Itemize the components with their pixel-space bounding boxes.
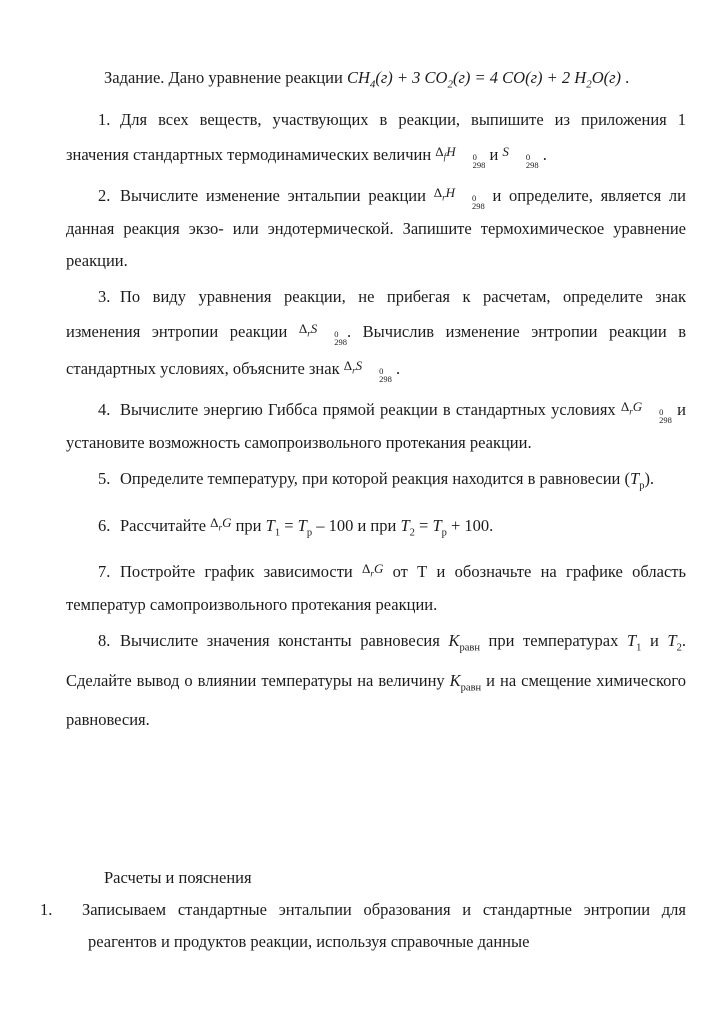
item-text: Рассчитайте $^{\Delta_rG}$ при $T_1 = T_р - 100$ и при $T_2 = T_р + 100$. — [120, 514, 494, 538]
item-text: Вычислите значения константы равновесия $K_{равн}$ при температурах $T_1$ и $T_2$. Сделайте вывод о влиянии температуры на величину $K_{равн}$ и на смещение химического равновесия. — [66, 631, 687, 730]
task-item-8 — [66, 625, 686, 736]
formula-delta-f-H0-298: ΔfH 0 298 — [435, 144, 486, 171]
item-number: 4. — [98, 399, 111, 419]
task-item-7 — [66, 553, 686, 622]
formula-delta-r-G: ΔrG — [362, 560, 384, 579]
item-number: 5. — [98, 469, 111, 489]
formula-delta-r-G0-298: ΔrG 0 298 — [620, 398, 672, 425]
task-item-3 — [66, 281, 686, 386]
task-item-4 — [66, 391, 686, 460]
task-title: Задание. Дано уравнение реакции $CH_4(г) + 3$ $CO_2(г) = 4$ CO(г) + 2 $H_2O(г)$ . — [104, 68, 630, 91]
formula-delta-r-S0-298: ΔrS 0 298 — [298, 321, 347, 348]
item-number: 2. — [98, 185, 111, 205]
item-number: 3. — [98, 287, 111, 307]
item-text: Вычислите энергию Гиббса прямой реакции в стандартных условиях $^{\Delta_rG 0 298}$ и установите возможность самопроизвольного протекания реакции. — [66, 398, 686, 453]
formula-delta-r-G: ΔrG — [210, 514, 232, 533]
step-number: 1. — [40, 900, 53, 920]
item-text: Для всех веществ, участвующих в реакции, выпишите из приложения 1 значения стандартных термодинамических величин $^{\Delta_fH 0 298}$ и $^{S 0 298}$ . — [66, 110, 686, 171]
reaction-equation: $CH_4(г) + 3$ $CO_2(г) = 4$ CO(г) + 2 $H_2O(г)$ — [346, 68, 622, 91]
task-item-1 — [66, 104, 686, 173]
item-number: 8. — [98, 631, 111, 651]
formula-delta-r-S0-298: ΔrS 0 298 — [343, 358, 392, 385]
item-number: 7. — [98, 561, 111, 581]
task-item-6 — [66, 507, 686, 549]
item-text: Определите температуру, при которой реакция находится в равновесии $(T_р)$. — [120, 469, 655, 492]
task-item-2 — [66, 177, 686, 278]
solution-step-1 — [40, 894, 686, 958]
section-heading: Расчеты и пояснения — [104, 868, 252, 888]
item-text: По виду уравнения реакции, не прибегая к расчетам, определите знак изменения энтропии реакции $^{\Delta_rS 0 298}$ . Вычислив изменение энтропии реакции в стандартных условиях, объясните знак $^{\Delta_rS 0 298}$ . — [66, 287, 687, 385]
item-text: Постройте график зависимости $^{\Delta_rG}$ от Т и обозначьте на графике область температур самопроизвольного протекания реакции. — [66, 560, 686, 615]
solution-steps — [40, 894, 686, 958]
formula-delta-r-H0-298: ΔrH 0 298 — [433, 184, 485, 211]
item-number: 1. — [98, 110, 111, 130]
step-text: Записываем стандартные энтальпии образования и стандартные энтропии для реагентов и продуктов реакции, используя справочные данные — [82, 900, 686, 952]
formula-S0-298: S 0 298 — [502, 144, 539, 171]
task-item-5 — [66, 463, 686, 502]
item-number: 6. — [98, 515, 111, 535]
task-items — [66, 104, 686, 736]
item-text: Вычислите изменение энтальпии реакции $^{\Delta_rH 0 298}$ и определите, является ли данная реакция экзо- или эндотермической. Запишите термохимическое уравнение реакции. — [66, 184, 686, 271]
